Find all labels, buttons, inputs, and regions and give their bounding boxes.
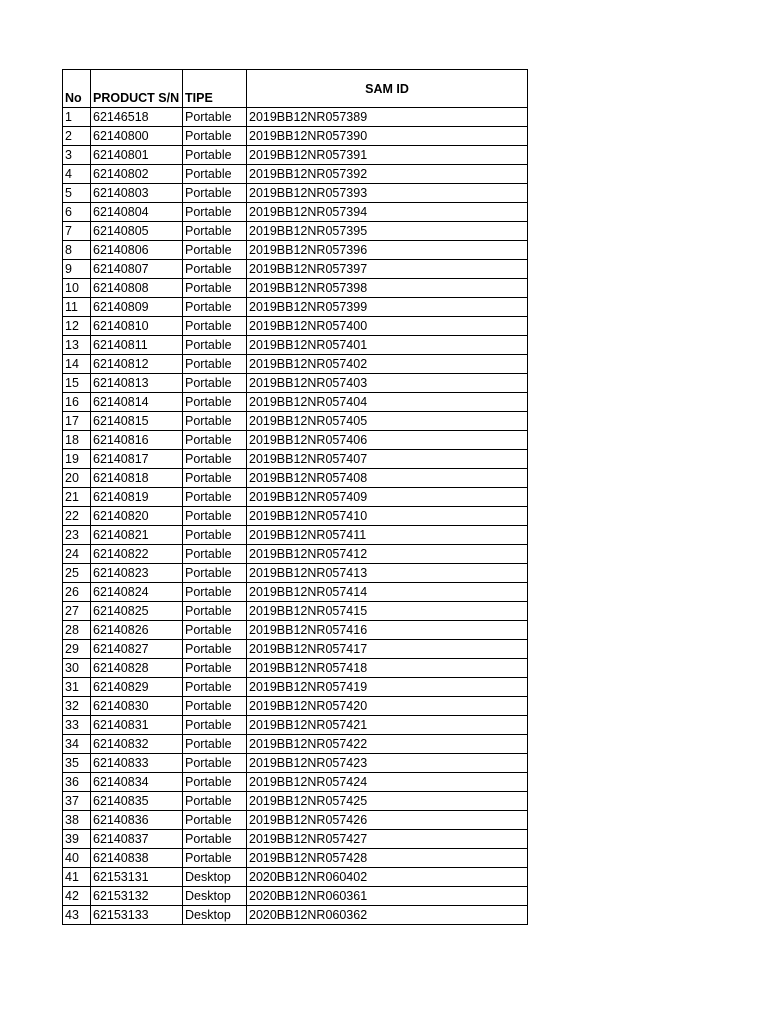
- cell-product-sn: 62140809: [91, 298, 183, 317]
- cell-no: 40: [63, 849, 91, 868]
- cell-no: 12: [63, 317, 91, 336]
- cell-tipe: Portable: [183, 279, 247, 298]
- table-row: [63, 811, 528, 830]
- table-row: [63, 697, 528, 716]
- cell-sam-id: 2019BB12NR057421: [247, 716, 528, 735]
- cell-tipe: Portable: [183, 792, 247, 811]
- cell-product-sn: 62140828: [91, 659, 183, 678]
- cell-no: 8: [63, 241, 91, 260]
- cell-product-sn: 62140802: [91, 165, 183, 184]
- cell-sam-id: 2019BB12NR057415: [247, 602, 528, 621]
- table-row: [63, 108, 528, 127]
- table-row: [63, 184, 528, 203]
- cell-tipe: Portable: [183, 754, 247, 773]
- cell-product-sn: 62140805: [91, 222, 183, 241]
- cell-tipe: Portable: [183, 545, 247, 564]
- cell-no: 29: [63, 640, 91, 659]
- table-row: [63, 602, 528, 621]
- cell-no: 34: [63, 735, 91, 754]
- cell-no: 19: [63, 450, 91, 469]
- cell-product-sn: 62140801: [91, 146, 183, 165]
- cell-tipe: Portable: [183, 716, 247, 735]
- cell-no: 25: [63, 564, 91, 583]
- cell-tipe: Portable: [183, 146, 247, 165]
- table-row: [63, 203, 528, 222]
- cell-tipe: Portable: [183, 830, 247, 849]
- cell-sam-id: 2019BB12NR057422: [247, 735, 528, 754]
- cell-tipe: Portable: [183, 260, 247, 279]
- cell-sam-id: 2019BB12NR057404: [247, 393, 528, 412]
- cell-product-sn: 62140836: [91, 811, 183, 830]
- table-row: [63, 564, 528, 583]
- cell-sam-id: 2019BB12NR057398: [247, 279, 528, 298]
- cell-product-sn: 62140824: [91, 583, 183, 602]
- table-row: [63, 792, 528, 811]
- cell-product-sn: 62140813: [91, 374, 183, 393]
- cell-sam-id: 2019BB12NR057416: [247, 621, 528, 640]
- cell-sam-id: 2019BB12NR057396: [247, 241, 528, 260]
- cell-product-sn: 62140816: [91, 431, 183, 450]
- cell-product-sn: 62140834: [91, 773, 183, 792]
- cell-no: 32: [63, 697, 91, 716]
- cell-no: 14: [63, 355, 91, 374]
- cell-tipe: Portable: [183, 203, 247, 222]
- table-row: [63, 526, 528, 545]
- cell-no: 21: [63, 488, 91, 507]
- cell-product-sn: 62140821: [91, 526, 183, 545]
- cell-no: 26: [63, 583, 91, 602]
- cell-sam-id: 2019BB12NR057395: [247, 222, 528, 241]
- table-row: [63, 507, 528, 526]
- table-row: [63, 830, 528, 849]
- cell-sam-id: 2019BB12NR057423: [247, 754, 528, 773]
- table-row: [63, 222, 528, 241]
- cell-no: 2: [63, 127, 91, 146]
- cell-sam-id: 2019BB12NR057420: [247, 697, 528, 716]
- cell-no: 39: [63, 830, 91, 849]
- cell-tipe: Portable: [183, 469, 247, 488]
- cell-product-sn: 62140820: [91, 507, 183, 526]
- cell-sam-id: 2019BB12NR057390: [247, 127, 528, 146]
- header-sam-id: SAM ID: [247, 70, 528, 108]
- cell-sam-id: 2019BB12NR057417: [247, 640, 528, 659]
- cell-product-sn: 62140819: [91, 488, 183, 507]
- cell-tipe: Portable: [183, 393, 247, 412]
- cell-tipe: Portable: [183, 621, 247, 640]
- cell-tipe: Portable: [183, 678, 247, 697]
- cell-no: 11: [63, 298, 91, 317]
- cell-no: 37: [63, 792, 91, 811]
- cell-tipe: Portable: [183, 222, 247, 241]
- cell-product-sn: 62140810: [91, 317, 183, 336]
- table-header: [63, 70, 528, 108]
- cell-no: 15: [63, 374, 91, 393]
- cell-sam-id: 2019BB12NR057389: [247, 108, 528, 127]
- table-row: [63, 754, 528, 773]
- cell-sam-id: 2019BB12NR057407: [247, 450, 528, 469]
- cell-sam-id: 2019BB12NR057427: [247, 830, 528, 849]
- cell-tipe: Portable: [183, 165, 247, 184]
- cell-product-sn: 62140822: [91, 545, 183, 564]
- sam-id-table: [62, 69, 528, 925]
- header-tipe: TIPE: [183, 70, 247, 108]
- table-row: [63, 488, 528, 507]
- cell-tipe: Portable: [183, 127, 247, 146]
- cell-sam-id: 2019BB12NR057402: [247, 355, 528, 374]
- cell-product-sn: 62153132: [91, 887, 183, 906]
- cell-product-sn: 62140830: [91, 697, 183, 716]
- cell-product-sn: 62140804: [91, 203, 183, 222]
- cell-product-sn: 62140826: [91, 621, 183, 640]
- cell-product-sn: 62140837: [91, 830, 183, 849]
- cell-no: 42: [63, 887, 91, 906]
- cell-sam-id: 2019BB12NR057409: [247, 488, 528, 507]
- cell-no: 5: [63, 184, 91, 203]
- cell-product-sn: 62140832: [91, 735, 183, 754]
- table-row: [63, 773, 528, 792]
- cell-sam-id: 2019BB12NR057410: [247, 507, 528, 526]
- cell-sam-id: 2019BB12NR057408: [247, 469, 528, 488]
- cell-sam-id: 2019BB12NR057401: [247, 336, 528, 355]
- table-row: [63, 298, 528, 317]
- table-row: [63, 621, 528, 640]
- cell-product-sn: 62140827: [91, 640, 183, 659]
- table-row: [63, 146, 528, 165]
- table-row: [63, 469, 528, 488]
- cell-no: 23: [63, 526, 91, 545]
- cell-sam-id: 2019BB12NR057391: [247, 146, 528, 165]
- table-row: [63, 640, 528, 659]
- cell-product-sn: 62140818: [91, 469, 183, 488]
- cell-tipe: Portable: [183, 526, 247, 545]
- table-row: [63, 450, 528, 469]
- cell-no: 43: [63, 906, 91, 925]
- cell-product-sn: 62140831: [91, 716, 183, 735]
- table-row: [63, 431, 528, 450]
- cell-no: 28: [63, 621, 91, 640]
- cell-sam-id: 2019BB12NR057403: [247, 374, 528, 393]
- cell-sam-id: 2019BB12NR057419: [247, 678, 528, 697]
- cell-product-sn: 62140807: [91, 260, 183, 279]
- cell-tipe: Portable: [183, 412, 247, 431]
- table-row: [63, 393, 528, 412]
- cell-product-sn: 62140806: [91, 241, 183, 260]
- cell-product-sn: 62146518: [91, 108, 183, 127]
- table-row: [63, 906, 528, 925]
- cell-product-sn: 62153133: [91, 906, 183, 925]
- cell-product-sn: 62153131: [91, 868, 183, 887]
- cell-product-sn: 62140814: [91, 393, 183, 412]
- cell-sam-id: 2020BB12NR060361: [247, 887, 528, 906]
- cell-sam-id: 2019BB12NR057392: [247, 165, 528, 184]
- cell-tipe: Portable: [183, 811, 247, 830]
- cell-sam-id: 2019BB12NR057428: [247, 849, 528, 868]
- cell-sam-id: 2019BB12NR057424: [247, 773, 528, 792]
- cell-sam-id: 2019BB12NR057411: [247, 526, 528, 545]
- cell-no: 35: [63, 754, 91, 773]
- cell-no: 4: [63, 165, 91, 184]
- cell-sam-id: 2019BB12NR057413: [247, 564, 528, 583]
- cell-product-sn: 62140812: [91, 355, 183, 374]
- table-row: [63, 374, 528, 393]
- cell-product-sn: 62140833: [91, 754, 183, 773]
- cell-product-sn: 62140825: [91, 602, 183, 621]
- cell-sam-id: 2019BB12NR057393: [247, 184, 528, 203]
- cell-no: 27: [63, 602, 91, 621]
- cell-tipe: Portable: [183, 640, 247, 659]
- table-row: [63, 545, 528, 564]
- cell-sam-id: 2019BB12NR057400: [247, 317, 528, 336]
- cell-sam-id: 2019BB12NR057405: [247, 412, 528, 431]
- cell-no: 38: [63, 811, 91, 830]
- cell-tipe: Desktop: [183, 906, 247, 925]
- table-row: [63, 355, 528, 374]
- cell-sam-id: 2019BB12NR057399: [247, 298, 528, 317]
- cell-sam-id: 2019BB12NR057426: [247, 811, 528, 830]
- cell-sam-id: 2019BB12NR057412: [247, 545, 528, 564]
- header-no: No: [63, 70, 91, 108]
- table-row: [63, 165, 528, 184]
- cell-tipe: Portable: [183, 241, 247, 260]
- cell-no: 10: [63, 279, 91, 298]
- cell-no: 3: [63, 146, 91, 165]
- header-product-sn: PRODUCT S/N: [91, 70, 183, 108]
- table-row: [63, 716, 528, 735]
- cell-tipe: Portable: [183, 108, 247, 127]
- cell-tipe: Portable: [183, 697, 247, 716]
- cell-no: 36: [63, 773, 91, 792]
- table-row: [63, 887, 528, 906]
- cell-sam-id: 2019BB12NR057418: [247, 659, 528, 678]
- cell-product-sn: 62140808: [91, 279, 183, 298]
- cell-no: 33: [63, 716, 91, 735]
- cell-no: 41: [63, 868, 91, 887]
- cell-tipe: Portable: [183, 507, 247, 526]
- table-body: [63, 108, 528, 925]
- cell-product-sn: 62140823: [91, 564, 183, 583]
- cell-sam-id: 2019BB12NR057414: [247, 583, 528, 602]
- cell-tipe: Portable: [183, 355, 247, 374]
- cell-tipe: Portable: [183, 735, 247, 754]
- cell-tipe: Portable: [183, 374, 247, 393]
- cell-no: 17: [63, 412, 91, 431]
- cell-product-sn: 62140835: [91, 792, 183, 811]
- cell-tipe: Portable: [183, 602, 247, 621]
- cell-tipe: Desktop: [183, 887, 247, 906]
- cell-sam-id: 2019BB12NR057397: [247, 260, 528, 279]
- cell-tipe: Portable: [183, 583, 247, 602]
- cell-product-sn: 62140800: [91, 127, 183, 146]
- table-row: [63, 336, 528, 355]
- cell-sam-id: 2019BB12NR057425: [247, 792, 528, 811]
- cell-product-sn: 62140817: [91, 450, 183, 469]
- table-row: [63, 279, 528, 298]
- cell-no: 1: [63, 108, 91, 127]
- cell-sam-id: 2019BB12NR057406: [247, 431, 528, 450]
- cell-no: 7: [63, 222, 91, 241]
- cell-no: 22: [63, 507, 91, 526]
- cell-tipe: Portable: [183, 317, 247, 336]
- cell-no: 9: [63, 260, 91, 279]
- cell-no: 16: [63, 393, 91, 412]
- cell-tipe: Portable: [183, 431, 247, 450]
- cell-tipe: Portable: [183, 773, 247, 792]
- cell-tipe: Portable: [183, 298, 247, 317]
- cell-no: 30: [63, 659, 91, 678]
- cell-product-sn: 62140815: [91, 412, 183, 431]
- cell-tipe: Portable: [183, 488, 247, 507]
- table-row: [63, 260, 528, 279]
- table-row: [63, 412, 528, 431]
- cell-no: 13: [63, 336, 91, 355]
- cell-tipe: Desktop: [183, 868, 247, 887]
- cell-product-sn: 62140838: [91, 849, 183, 868]
- cell-tipe: Portable: [183, 184, 247, 203]
- table-row: [63, 849, 528, 868]
- cell-tipe: Portable: [183, 659, 247, 678]
- cell-sam-id: 2020BB12NR060362: [247, 906, 528, 925]
- header-row: [63, 70, 528, 108]
- table-row: [63, 127, 528, 146]
- table-row: [63, 317, 528, 336]
- cell-no: 18: [63, 431, 91, 450]
- table-row: [63, 659, 528, 678]
- cell-product-sn: 62140829: [91, 678, 183, 697]
- cell-no: 6: [63, 203, 91, 222]
- cell-tipe: Portable: [183, 849, 247, 868]
- cell-sam-id: 2020BB12NR060402: [247, 868, 528, 887]
- cell-sam-id: 2019BB12NR057394: [247, 203, 528, 222]
- table-row: [63, 678, 528, 697]
- cell-product-sn: 62140803: [91, 184, 183, 203]
- cell-product-sn: 62140811: [91, 336, 183, 355]
- table-row: [63, 868, 528, 887]
- cell-no: 31: [63, 678, 91, 697]
- table-row: [63, 241, 528, 260]
- table-row: [63, 583, 528, 602]
- cell-tipe: Portable: [183, 336, 247, 355]
- cell-tipe: Portable: [183, 450, 247, 469]
- cell-no: 24: [63, 545, 91, 564]
- table-row: [63, 735, 528, 754]
- cell-no: 20: [63, 469, 91, 488]
- cell-tipe: Portable: [183, 564, 247, 583]
